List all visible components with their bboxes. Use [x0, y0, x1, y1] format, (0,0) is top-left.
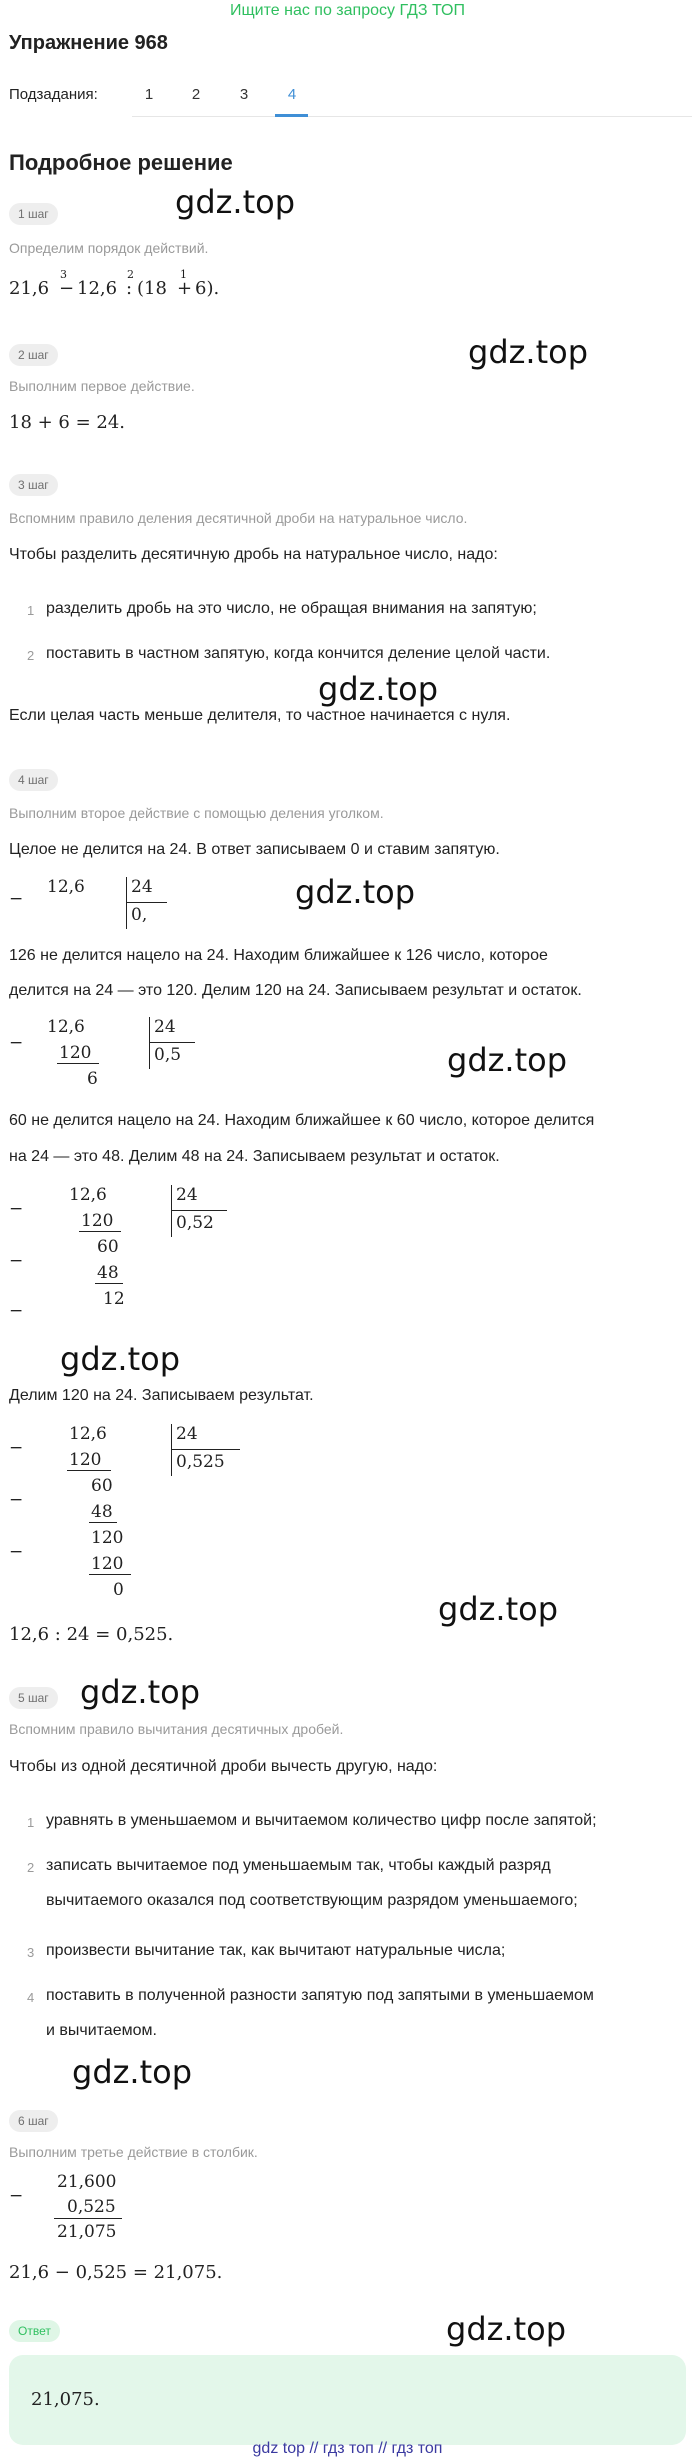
watermark: gdz.top: [318, 670, 439, 708]
watermark: gdz.top: [80, 1673, 201, 1711]
list-item-cont: и вычитаемом.: [46, 2022, 157, 2039]
rule-lead: Чтобы из одной десятичной дроби вычесть другую, надо:: [9, 1758, 438, 1775]
step-caption: Выполним второе действие с помощью деления уголком.: [9, 805, 384, 821]
step-badge: 5 шаг: [9, 1687, 58, 1709]
list-number: 3: [27, 1945, 35, 1960]
step-badge: 1 шаг: [9, 203, 58, 225]
explanation-text: делится на 24 — это 120. Делим 120 на 24. Записываем результат и остаток.: [9, 982, 582, 999]
list-item-cont: вычитаемого оказался под соответствующим разрядом уменьшаемого;: [46, 1892, 578, 1909]
watermark: gdz.top: [295, 873, 416, 911]
explanation-text: на 24 — это 48. Делим 48 на 24. Записываем результат и остаток.: [9, 1148, 500, 1165]
list-number: 1: [27, 603, 35, 618]
step-caption: Определим порядок действий.: [9, 240, 209, 256]
rule-lead: Чтобы разделить десятичную дробь на натуральное число, надо:: [9, 546, 498, 563]
watermark: gdz.top: [468, 333, 589, 371]
watermark: gdz.top: [175, 183, 296, 221]
list-item: поставить в частном запятую, когда кончится деление целой части.: [46, 645, 551, 662]
subtraction-result: 21,6 − 0,525 = 21,075.: [9, 2262, 223, 2283]
tab-subtask-3[interactable]: 3: [239, 86, 249, 103]
list-item: произвести вычитание так, как вычитают натуральные числа;: [46, 1942, 506, 1959]
explanation-text: 126 не делится нацело на 24. Находим ближайшее к 126 число, которое: [9, 947, 548, 964]
explanation-text: 60 не делится нацело на 24. Находим ближайшее к 60 число, которое делится: [9, 1112, 595, 1129]
long-division-3: − 12,6 120 − 60 48 − 12 24 0,52: [9, 1183, 249, 1323]
math-expression: 18 + 6 = 24.: [9, 412, 126, 433]
explanation-text: Целое не делится на 24. В ответ записываем 0 и ставим запятую.: [9, 841, 500, 858]
step-caption: Выполним первое действие.: [9, 378, 195, 394]
step-badge: 3 шаг: [9, 474, 58, 496]
solution-heading: Подробное решение: [9, 150, 233, 175]
step-caption: Вспомним правило деления десятичной дроби на натуральное число.: [9, 510, 468, 526]
step-badge: 2 шаг: [9, 344, 58, 366]
subtasks-label: Подзадания:: [9, 86, 98, 103]
explanation-text: Делим 120 на 24. Записываем результат.: [9, 1387, 314, 1404]
watermark: gdz.top: [72, 2053, 193, 2091]
step-badge: 4 шаг: [9, 769, 58, 791]
answer-value: 21,075.: [31, 2389, 100, 2410]
column-subtraction: − 21,600 0,525 21,075: [9, 2172, 209, 2252]
long-division-4: − 12,6 120 − 60 48 − 120 120 0 24 0,525: [9, 1422, 269, 1612]
order-expression: 21,6 − 3 12,6 : 2 (18 + 1 6).: [9, 268, 220, 299]
search-hint-link[interactable]: Ищите нас по запросу ГДЗ ТОП: [230, 2, 465, 19]
footer-links[interactable]: gdz top // гдз топ // гдз топ: [252, 2440, 443, 2457]
list-number: 4: [27, 1990, 35, 2005]
division-result: 12,6 : 24 = 0,525.: [9, 1624, 174, 1645]
watermark: gdz.top: [438, 1590, 559, 1628]
long-division-2: − 12,6 120 6 24 0,5: [9, 1015, 209, 1095]
active-tab-indicator: [275, 114, 308, 117]
rule-note: Если целая часть меньше делителя, то частное начинается с нуля.: [9, 707, 511, 724]
tabs-divider: [132, 116, 692, 117]
list-number: 2: [27, 648, 35, 663]
watermark: gdz.top: [447, 1041, 568, 1079]
tab-subtask-1[interactable]: 1: [144, 86, 154, 103]
tab-subtask-2[interactable]: 2: [191, 86, 201, 103]
list-item: разделить дробь на это число, не обращая внимания на запятую;: [46, 600, 537, 617]
answer-badge: Ответ: [9, 2320, 60, 2342]
list-item: поставить в полученной разности запятую под запятыми в уменьшаемом: [46, 1987, 594, 2004]
watermark: gdz.top: [446, 2310, 567, 2348]
page-title: Упражнение 968: [9, 32, 168, 54]
step-caption: Вспомним правило вычитания десятичных дробей.: [9, 1721, 344, 1737]
list-item: уравнять в уменьшаемом и вычитаемом количество цифр после запятой;: [46, 1812, 597, 1829]
tab-subtask-4[interactable]: 4: [287, 86, 297, 103]
long-division-1: − 12,6 24 0,: [9, 875, 209, 935]
watermark: gdz.top: [60, 1340, 181, 1378]
list-item: записать вычитаемое под уменьшаемым так, чтобы каждый разряд: [46, 1857, 551, 1874]
list-number: 1: [27, 1815, 35, 1830]
step-badge: 6 шаг: [9, 2110, 58, 2132]
step-caption: Выполним третье действие в столбик.: [9, 2144, 258, 2160]
answer-box: [9, 2355, 686, 2445]
list-number: 2: [27, 1860, 35, 1875]
